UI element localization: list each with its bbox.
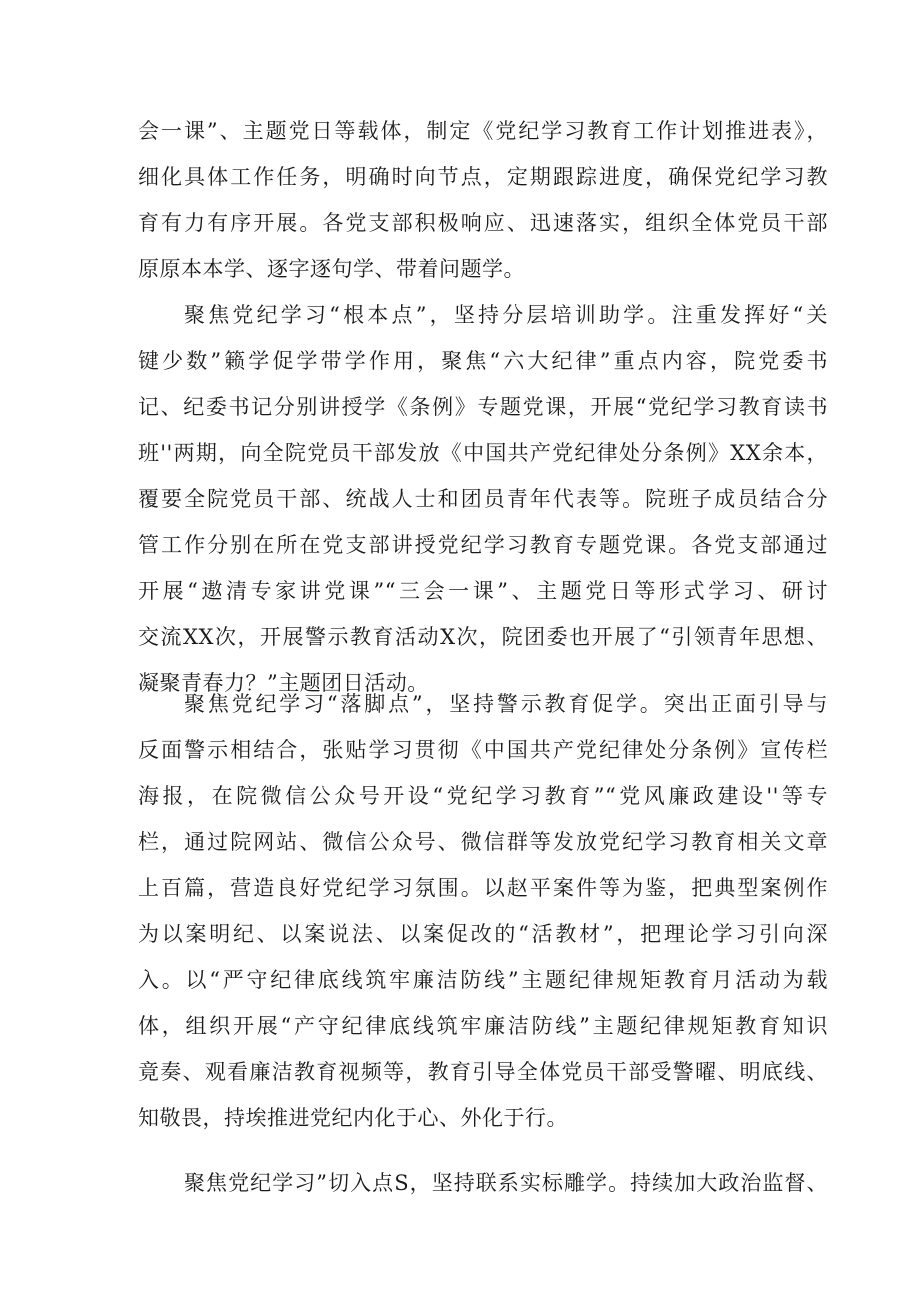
paragraph-line: 覆要全院党员干部、统战人士和团员青年代表等。院班子成员结合分 — [138, 487, 828, 511]
paragraph-line: 聚焦党纪学习“落脚点”，坚持警示教育促学。突出正面引导与 — [184, 692, 828, 716]
paragraph-line: 竟奏、观看廉洁教育视频等，教育引导全体党员干部受警曜、明底线、 — [138, 1060, 828, 1084]
paragraph-2 — [138, 292, 828, 706]
paragraph-line: 上百篇，营造良好党纪学习氛围。以赵平案件等为鉴，把典型案例作 — [138, 876, 828, 900]
paragraph-line: 海报，在院微信公众号开设“党纪学习教育”“党风廉政建设''等专 — [138, 784, 828, 808]
paragraph-line: 管工作分别在所在党支部讲授党纪学习教育专题党课。各党支部通过 — [138, 533, 828, 557]
paragraph-line: 育有力有序开展。各党支部积极响应、迅速落实，组织全体党员干部 — [138, 211, 828, 235]
paragraph-line: 键少数”籁学促学带学作用，聚焦“六大纪律”重点内容，院党委书 — [138, 349, 828, 373]
paragraph-line: 交流XX次，开展警示教育活动X次，院团委也开展了“引领青年思想、 — [138, 625, 828, 649]
paragraph-line: 为以案明纪、以案说法、以案促改的“活教材”，把理论学习引向深 — [138, 922, 828, 946]
paragraph-line: 入。以“严守纪律底线筑牢廉洁防线”主题纪律规矩教育月活动为载 — [138, 968, 828, 992]
paragraph-4 — [138, 1160, 828, 1206]
paragraph-line: 体，组织开展“产守纪律底线筑牢廉洁防线”主题纪律规矩教育知识 — [138, 1014, 828, 1038]
paragraph-line: 凝聚青春力？”主题团日活动。 — [138, 671, 429, 695]
paragraph-3 — [138, 681, 828, 1141]
paragraph-line: 反面警示相结合，张贴学习贯彻《中国共产党纪律处分条例》宣传栏 — [138, 738, 828, 762]
paragraph-line: 知敬畏，持埃推进党纪内化于心、外化于行。 — [138, 1106, 568, 1130]
paragraph-line: 细化具体工作任务，明确时向节点，定期跟踪进度，确保党纪学习教 — [138, 165, 828, 189]
paragraph-line: 开展“遨清专家讲党课”“三会一课”、主题党日等形式学习、研讨 — [138, 579, 828, 603]
paragraph-line: 会一课”、主题党日等载体，制定《党纪学习教育工作计划推进表》， — [138, 119, 828, 143]
paragraph-line: 班''两期，向全院党员干部发放《中国共产党纪律处分条例》XX余本， — [138, 441, 828, 465]
paragraph-1 — [138, 108, 828, 292]
paragraph-line: 原原本本学、逐字逐句学、带着问题学。 — [138, 257, 525, 281]
paragraph-line: 记、纪委书记分别讲授学《条例》专题党课，开展“党纪学习教育读书 — [138, 395, 828, 419]
paragraph-line: 聚焦党纪学习“根本点”，坚持分层培训助学。注重发挥好“关 — [184, 303, 828, 327]
paragraph-line: 栏，通过院网站、微信公众号、微信群等发放党纪学习教育相关文章 — [138, 830, 828, 854]
paragraph-line: 聚焦党纪学习”切入点S，坚持联系实标雕学。持续加大政治监督、 — [184, 1171, 828, 1195]
